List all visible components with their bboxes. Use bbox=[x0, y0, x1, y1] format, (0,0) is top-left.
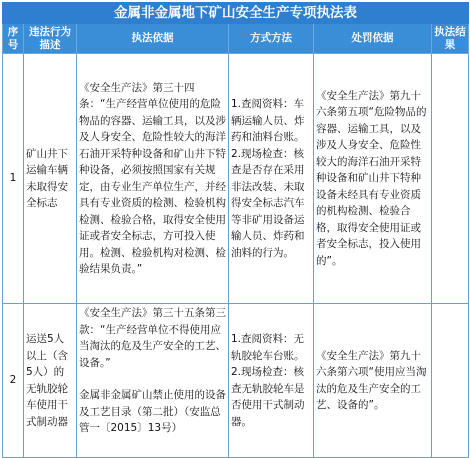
header-cell-result[interactable]: 执法结果 bbox=[432, 24, 469, 54]
basis-cell[interactable]: 《安全生产法》第三十四条：“生产经营单位使用的危险物品的容器、运输工具，以及涉及人身安全、危险性较大的海洋石油开采特种设备和矿山井下特种设备，必须按照国家有关规定，由专业生产单位生产，并经具有专业资质的检测、检验机构检测、检验合格，取得安全使用证或者安全标志，方可投入使用。检测、检验机构对检测、检验结果负责。” bbox=[77, 54, 229, 304]
method-cell[interactable]: 1.查阅资料：车辆运输人员、炸药和油料台账。 2.现场检查：核查是否存在采用非法改装、未取得安全标志汽车等非矿用设备运输人员、炸药和油料的行为。 bbox=[229, 54, 314, 304]
header-cell-violation[interactable]: 违法行为描述 bbox=[24, 24, 77, 54]
basis-clause-text: 《安全生产法》第三十五条第三款：“生产经营单位不得使用应当淘汰的危及生产安全的工艺、设备。” bbox=[79, 307, 226, 369]
basis-cell[interactable] bbox=[77, 304, 229, 458]
table-row bbox=[3, 54, 469, 304]
violation-cell[interactable]: 矿山井下运输车辆未取得安全标志 bbox=[24, 54, 77, 304]
enforcement-table bbox=[2, 2, 469, 458]
header-cell-basis[interactable]: 执法依据 bbox=[77, 24, 229, 54]
row-number-cell[interactable]: 2 bbox=[3, 304, 24, 458]
result-cell[interactable] bbox=[432, 304, 469, 458]
header-cell-number[interactable]: 序号 bbox=[3, 24, 24, 54]
basis-catalog-text: 金属非金属矿山禁止使用的设备及工艺目录（第二批）（安监总管一〔2015〕13号） bbox=[79, 389, 226, 434]
table-title[interactable]: 金属非金属地下矿山安全生产专项执法表 bbox=[3, 3, 469, 24]
penalty-cell[interactable]: 《安全生产法》第九十六条第六项“使用应当淘汰的危及生产安全的工艺、设备的”。 bbox=[314, 304, 432, 458]
cell-spacer bbox=[79, 371, 226, 387]
violation-cell[interactable]: 运送5人以上（含5人）的无轨胶轮车使用干式制动器 bbox=[24, 304, 77, 458]
penalty-cell[interactable]: 《安全生产法》第九十六条第五项“危险物品的容器、运输工具，以及涉及人身安全、危险性较大的海洋石油开采特种设备和矿山井下特种设备未经具有专业资质的机构检测、检验合格，取得安全使用证或者安全标志，投入使用的”。 bbox=[314, 54, 432, 304]
result-cell[interactable] bbox=[432, 54, 469, 304]
row-number-cell[interactable]: 1 bbox=[3, 54, 24, 304]
method-cell[interactable]: 1.查阅资料：无轨胶轮车台账。 2.现场检查：核查无轨胶轮车是否使用干式制动器。 bbox=[229, 304, 314, 458]
table-row bbox=[3, 304, 469, 458]
header-cell-penalty[interactable]: 处罚依据 bbox=[314, 24, 432, 54]
header-row bbox=[3, 24, 469, 54]
header-cell-method[interactable]: 方式方法 bbox=[229, 24, 314, 54]
title-row bbox=[3, 3, 469, 24]
